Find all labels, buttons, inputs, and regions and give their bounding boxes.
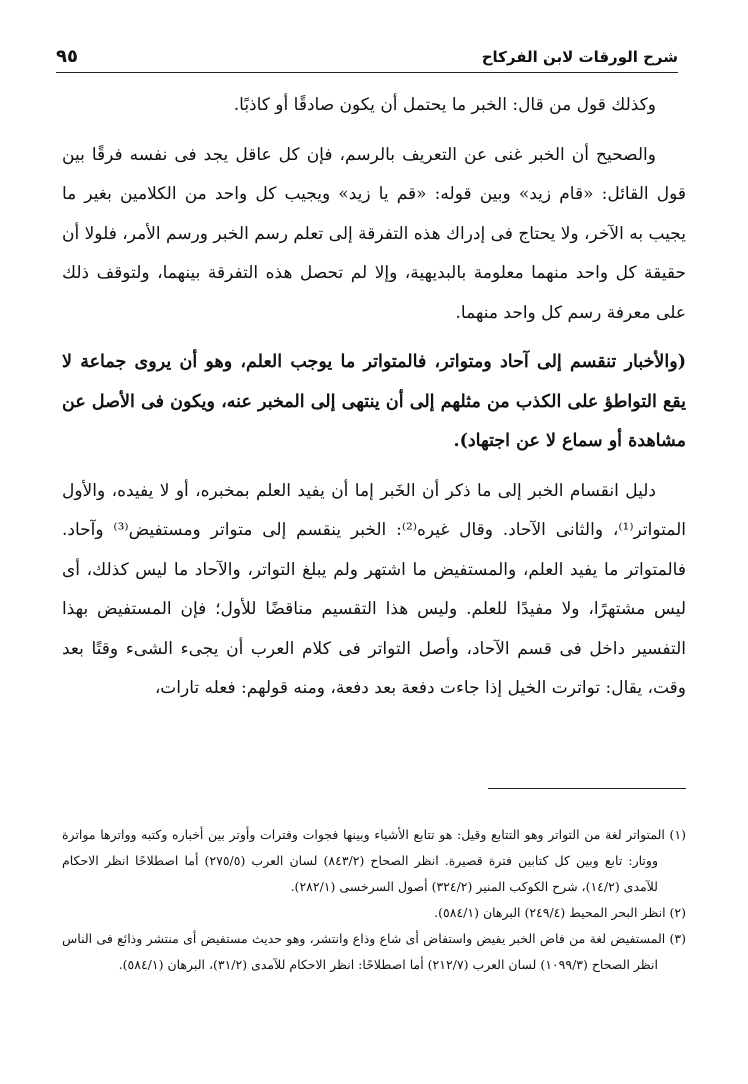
- page-header: [56, 38, 678, 73]
- page-number: ٩٥: [56, 46, 78, 67]
- matn-paragraph: (والأخبار تنقسم إلى آحاد ومتواتر، فالمتواتر ما يوجب العلم، وهو أن يروى جماعة لا يقع التواطؤ على الكذب من مثلهم إلى أن ينتهى إلى المخبر عنه، ويكون فى الأصل عن مشاهدة أو سماع لا عن اجتهاد).: [62, 352, 686, 451]
- footnote-separator: [488, 788, 686, 789]
- footnote-1: (١) المتواتر لغة من التواتر وهو التتابع وقيل: هو تتابع الأشياء وبينها فجوات وفترات وأوتر بين أخباره وكتبه وواترها مواترة ووتار: تابع وبين كل كتابين فترة قصيرة. انظر الصحاح (٨٤٣/٢) لسان العرب (٢٧٥/٥) أما اصطلاحًا انظر الاحكام للآمدى (١٤/٢)، شرح الكوكب المنير (٣٢٤/٢) أصول السرخسى (٢٨٢/١).: [62, 827, 686, 894]
- footnote-2: (٢) انظر البحر المحيط (٢٤٩/٤) البرهان (٥٨٤/١).: [434, 905, 686, 920]
- paragraph-4: دليل انقسام الخبر إلى ما ذكر أن الخَبر إما أن يفيد العلم بمخبره، أو لا يفيده، والأول المتواتر⁽¹⁾، والثانى الآحاد. وقال غيره⁽²⁾: الخبر ينقسم إلى متواتر ومستفيض⁽³⁾ وآحاد. فالمتواتر ما يفيد العلم، والمستفيض ما اشتهر ولم يبلغ التواتر، والآحاد ما ليس كذلك، أى ليس مشتهرًا، ولا مفيدًا للعلم. وليس هذا التقسيم مناقضًا للأول؛ فإن المستفيض بهذا التفسير داخل فى قسم الآحاد، وأصل التواتر فى كلام العرب أن يجىء الشىء وقتًا بعد وقت، يقال: تواترت الخيل إذا جاءت دفعة بعد دفعة، ومنه قولهم: فعله تارات،: [62, 480, 686, 698]
- running-title: شرح الورقات لابن الفركاح: [481, 48, 678, 66]
- main-text: [62, 86, 686, 709]
- paragraph-1: وكذلك قول من قال: الخبر ما يحتمل أن يكون صادقًا أو كاذبًا.: [233, 95, 656, 115]
- footnote-3: (٣) المستفيض لغة من فاض الخبر يفيض واستفاض أى شاع وذاع وانتشر، وهو حديث مستفيض أى منتشر وذائع فى الناس انظر الصحاح (١٠٩٩/٣) لسان العرب (٢١٢/٧) أما اصطلاحًا: انظر الاحكام للآمدى (٣١/٢)، البرهان (٥٨٤/١).: [62, 931, 686, 972]
- paragraph-2: والصحيح أن الخبر غنى عن التعريف بالرسم، فإن كل عاقل يجد فى نفسه فرقًا بين قول القائل: «قام زيد» وبين قوله: «قم يا زيد» ويجيب كل واحد من الكلامين بغير ما يجيب به الآخر، ولا يحتاج فى إدراك هذه التفرقة إلى تعلم رسم الخبر ورسم الأمر، فلولا أن حقيقة كل واحد منهما معلومة بالبديهية، وإلا لم تحصل هذه التفرقة بينهما، ولتوقف ذلك على معرفة رسم كل واحد منهما.: [61, 144, 686, 323]
